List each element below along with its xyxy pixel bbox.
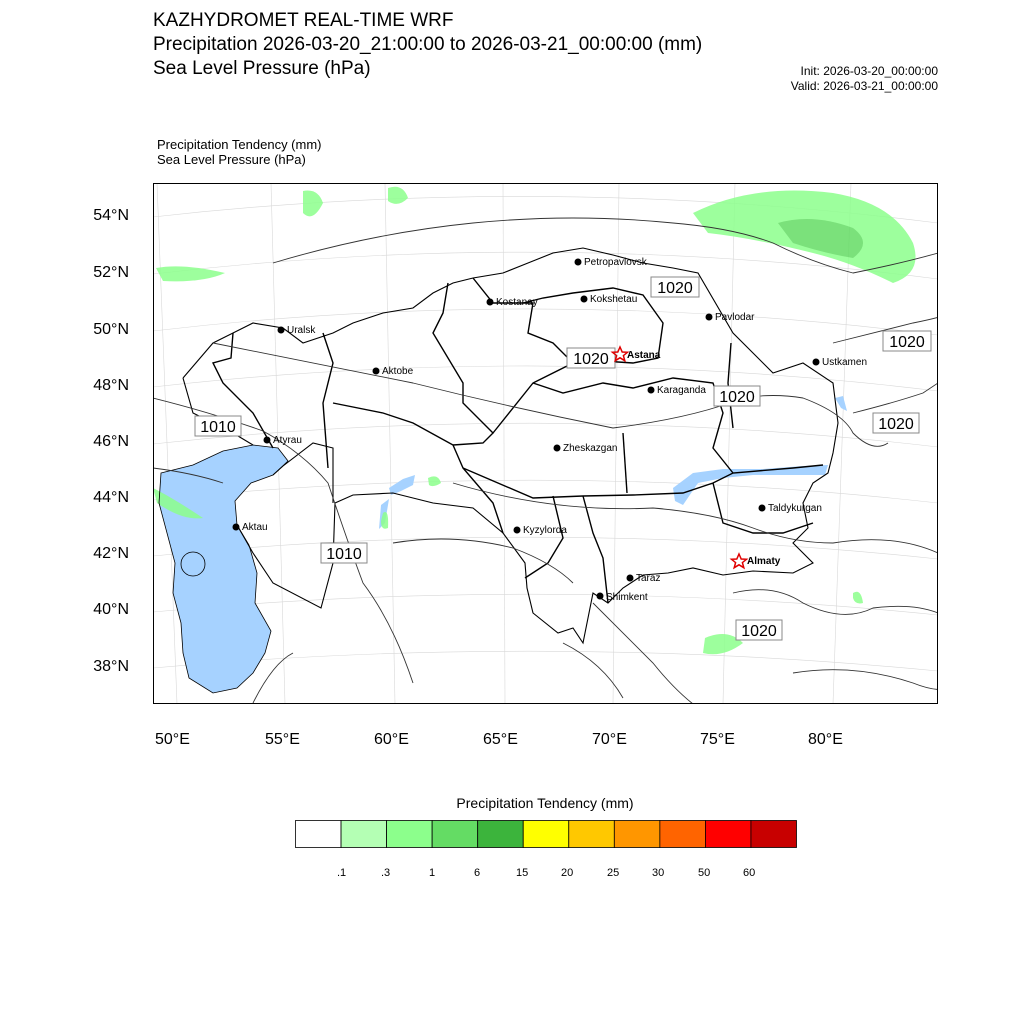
- colorbar-label: 60: [743, 867, 756, 879]
- isobar-label: [873, 413, 919, 433]
- lat-label: 42°N: [93, 545, 129, 562]
- map-panel: [153, 183, 938, 704]
- isobar-label: [883, 331, 931, 351]
- svg-text:Taraz: Taraz: [636, 573, 661, 584]
- lat-label: 46°N: [93, 433, 129, 450]
- zaysan-lake: [835, 396, 847, 411]
- svg-text:Aktobe: Aktobe: [382, 366, 414, 377]
- svg-text:1020: 1020: [741, 623, 777, 640]
- city-marker: [759, 503, 822, 514]
- lat-label: 50°N: [93, 321, 129, 338]
- isobar-label: [321, 543, 367, 563]
- city-marker: [264, 435, 302, 446]
- lat-label: 52°N: [93, 264, 129, 281]
- svg-text:Aktau: Aktau: [242, 522, 268, 533]
- lat-label: 40°N: [93, 601, 129, 618]
- svg-text:Ustkamen: Ustkamen: [822, 357, 868, 368]
- city-marker: [732, 554, 781, 568]
- svg-text:Petropavlovsk: Petropavlovsk: [584, 257, 647, 268]
- city-marker: [597, 592, 648, 603]
- lon-label: 65°E: [483, 731, 518, 748]
- colorbar-label: 1: [429, 867, 436, 879]
- svg-text:Atyrau: Atyrau: [273, 435, 302, 446]
- lon-label: 80°E: [808, 731, 843, 748]
- svg-text:Taldykurgan: Taldykurgan: [768, 503, 822, 514]
- lon-label: 60°E: [374, 731, 409, 748]
- svg-text:1020: 1020: [889, 334, 925, 351]
- colorbar-swatch: [614, 821, 660, 848]
- slp-title: Sea Level Pressure (hPa): [153, 58, 371, 79]
- isobar-label: [567, 348, 615, 368]
- colorbar-swatch: [432, 821, 478, 848]
- colorbar-swatch: [660, 821, 706, 848]
- svg-text:1010: 1010: [326, 546, 362, 563]
- lon-label: 70°E: [592, 731, 627, 748]
- colorbar-swatch: [569, 821, 615, 848]
- city-marker: [575, 257, 648, 268]
- field-label-precip: Precipitation Tendency (mm): [157, 137, 322, 152]
- city-marker: [373, 366, 414, 377]
- colorbar-swatch: [478, 821, 524, 848]
- colorbar-swatch: [341, 821, 387, 848]
- svg-text:1020: 1020: [878, 416, 914, 433]
- svg-text:Karaganda: Karaganda: [657, 385, 706, 396]
- colorbar-title: Precipitation Tendency (mm): [456, 795, 634, 811]
- colorbar-label: 20: [561, 867, 574, 879]
- isobar-label: [714, 386, 760, 406]
- caspian-sea: [159, 445, 288, 693]
- city-marker: [613, 347, 661, 361]
- svg-text:Almaty: Almaty: [747, 556, 781, 567]
- isobar-label: [195, 416, 241, 436]
- isobar-label: [736, 620, 782, 640]
- lon-label: 55°E: [265, 731, 300, 748]
- colorbar-swatch: [705, 821, 751, 848]
- lat-label: 54°N: [93, 207, 129, 224]
- svg-text:1010: 1010: [200, 419, 236, 436]
- svg-text:Uralsk: Uralsk: [287, 325, 316, 336]
- svg-text:1020: 1020: [657, 280, 693, 297]
- colorbar-label: 50: [698, 867, 711, 879]
- city-marker: [813, 357, 868, 368]
- precip-period-title: Precipitation 2026-03-20_21:00:00 to 2026-03-21_00:00:00 (mm): [153, 34, 703, 55]
- colorbar-label: .3: [381, 867, 391, 879]
- colorbar-label: 15: [516, 867, 529, 879]
- svg-text:Astana: Astana: [627, 350, 661, 361]
- map-title: KAZHYDROMET REAL-TIME WRF: [153, 10, 454, 31]
- colorbar: [295, 820, 797, 849]
- lat-label: 44°N: [93, 489, 129, 506]
- isobar-label: [651, 277, 699, 297]
- field-label-slp: Sea Level Pressure (hPa): [157, 152, 306, 167]
- svg-text:Shimkent: Shimkent: [606, 592, 648, 603]
- colorbar-label: 6: [474, 867, 481, 879]
- svg-text:Kyzylorda: Kyzylorda: [523, 525, 567, 536]
- city-marker: [514, 525, 568, 536]
- colorbar-swatch: [523, 821, 569, 848]
- svg-text:Kostanay: Kostanay: [496, 297, 538, 308]
- lon-label: 50°E: [155, 731, 190, 748]
- svg-text:Kokshetau: Kokshetau: [590, 294, 638, 305]
- valid-time: Valid: 2026-03-21_00:00:00: [790, 79, 938, 93]
- lat-label: 48°N: [93, 377, 129, 394]
- lon-label: 75°E: [700, 731, 735, 748]
- svg-text:1020: 1020: [573, 351, 609, 368]
- city-marker: [706, 312, 756, 323]
- svg-text:1020: 1020: [719, 389, 755, 406]
- colorbar-swatch: [296, 821, 342, 848]
- svg-text:Zheskazgan: Zheskazgan: [563, 443, 618, 454]
- svg-text:Pavlodar: Pavlodar: [715, 312, 755, 323]
- city-marker: [278, 325, 317, 336]
- colorbar-label: 25: [607, 867, 620, 879]
- city-marker: [554, 443, 618, 454]
- precip-shading: [153, 187, 916, 655]
- colorbar-swatch: [751, 821, 797, 848]
- colorbar-label: .1: [337, 867, 347, 879]
- lat-label: 38°N: [93, 658, 129, 675]
- city-marker: [581, 294, 638, 305]
- init-time: Init: 2026-03-20_00:00:00: [800, 64, 938, 78]
- colorbar-swatch: [387, 821, 433, 848]
- city-marker: [648, 385, 707, 396]
- colorbar-label: 30: [652, 867, 665, 879]
